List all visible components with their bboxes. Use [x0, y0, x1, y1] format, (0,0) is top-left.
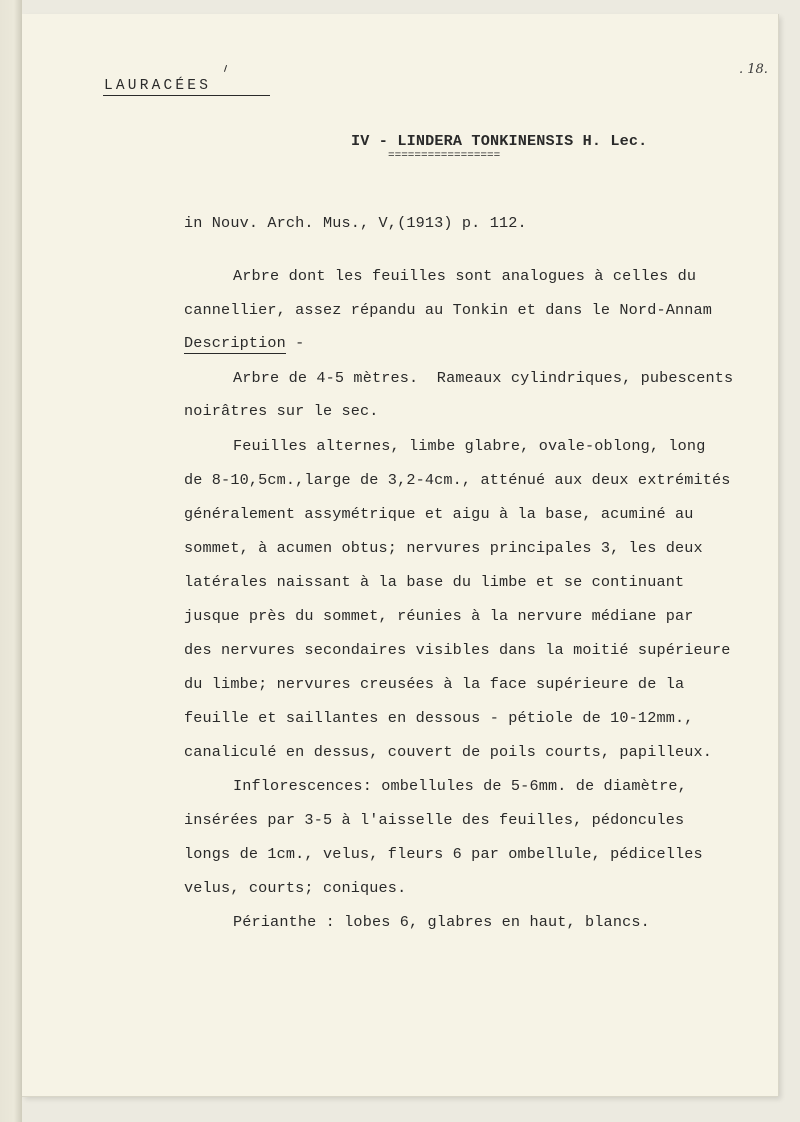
text-line: Inflorescences: ombellules de 5-6mm. de diamètre,: [233, 777, 687, 795]
text-line: canaliculé en dessus, couvert de poils courts, papilleux.: [184, 743, 713, 761]
text-line: Périanthe : lobes 6, glabres en haut, blancs.: [233, 913, 650, 931]
text-line: jusque près du sommet, réunies à la nervure médiane par: [184, 607, 694, 625]
family-heading: LAURACÉES: [104, 78, 212, 94]
family-heading-underline: [103, 95, 270, 96]
text-line: sommet, à acumen obtus; nervures principales 3, les deux: [184, 539, 703, 557]
page-number: . 18.: [739, 62, 768, 77]
adjacent-page-edge: [0, 0, 22, 1122]
text-line: généralement assymétrique et aigu à la base, acuminé au: [184, 505, 694, 523]
text-line: longs de 1cm., velus, fleurs 6 par ombellule, pédicelles: [184, 845, 703, 863]
text-line: des nervures secondaires visibles dans la moitié supérieure: [184, 641, 731, 659]
text-line: Arbre dont les feuilles sont analogues à celles du: [233, 267, 697, 285]
family-accent-mark: [224, 65, 227, 72]
species-heading-underline: =================: [388, 150, 501, 162]
text-line: Arbre de 4-5 mètres. Rameaux cylindriques, pubescents: [233, 369, 734, 387]
bibliographic-reference: in Nouv. Arch. Mus., V,(1913) p. 112.: [184, 214, 527, 232]
text-line: noirâtres sur le sec.: [184, 402, 379, 420]
text-line: Feuilles alternes, limbe glabre, ovale-oblong, long: [233, 437, 706, 455]
text-line: latérales naissant à la base du limbe et se continuant: [184, 573, 685, 591]
text-line: cannellier, assez répandu au Tonkin et dans le Nord-Annam: [184, 301, 713, 319]
species-heading: IV - LINDERA TONKINENSIS H. Lec.: [351, 132, 648, 150]
text-line: velus, courts; coniques.: [184, 879, 407, 897]
description-label: Description: [184, 334, 286, 352]
text-line: feuille et saillantes en dessous - pétiole de 10-12mm.,: [184, 709, 694, 727]
description-heading: [184, 336, 304, 351]
text-line: insérées par 3-5 à l'aisselle des feuilles, pédoncules: [184, 811, 685, 829]
description-dash: -: [285, 334, 305, 352]
document-page: [22, 14, 778, 1096]
text-line: du limbe; nervures creusées à la face supérieure de la: [184, 675, 685, 693]
text-line: de 8-10,5cm.,large de 3,2-4cm., atténué aux deux extrémités: [184, 471, 731, 489]
